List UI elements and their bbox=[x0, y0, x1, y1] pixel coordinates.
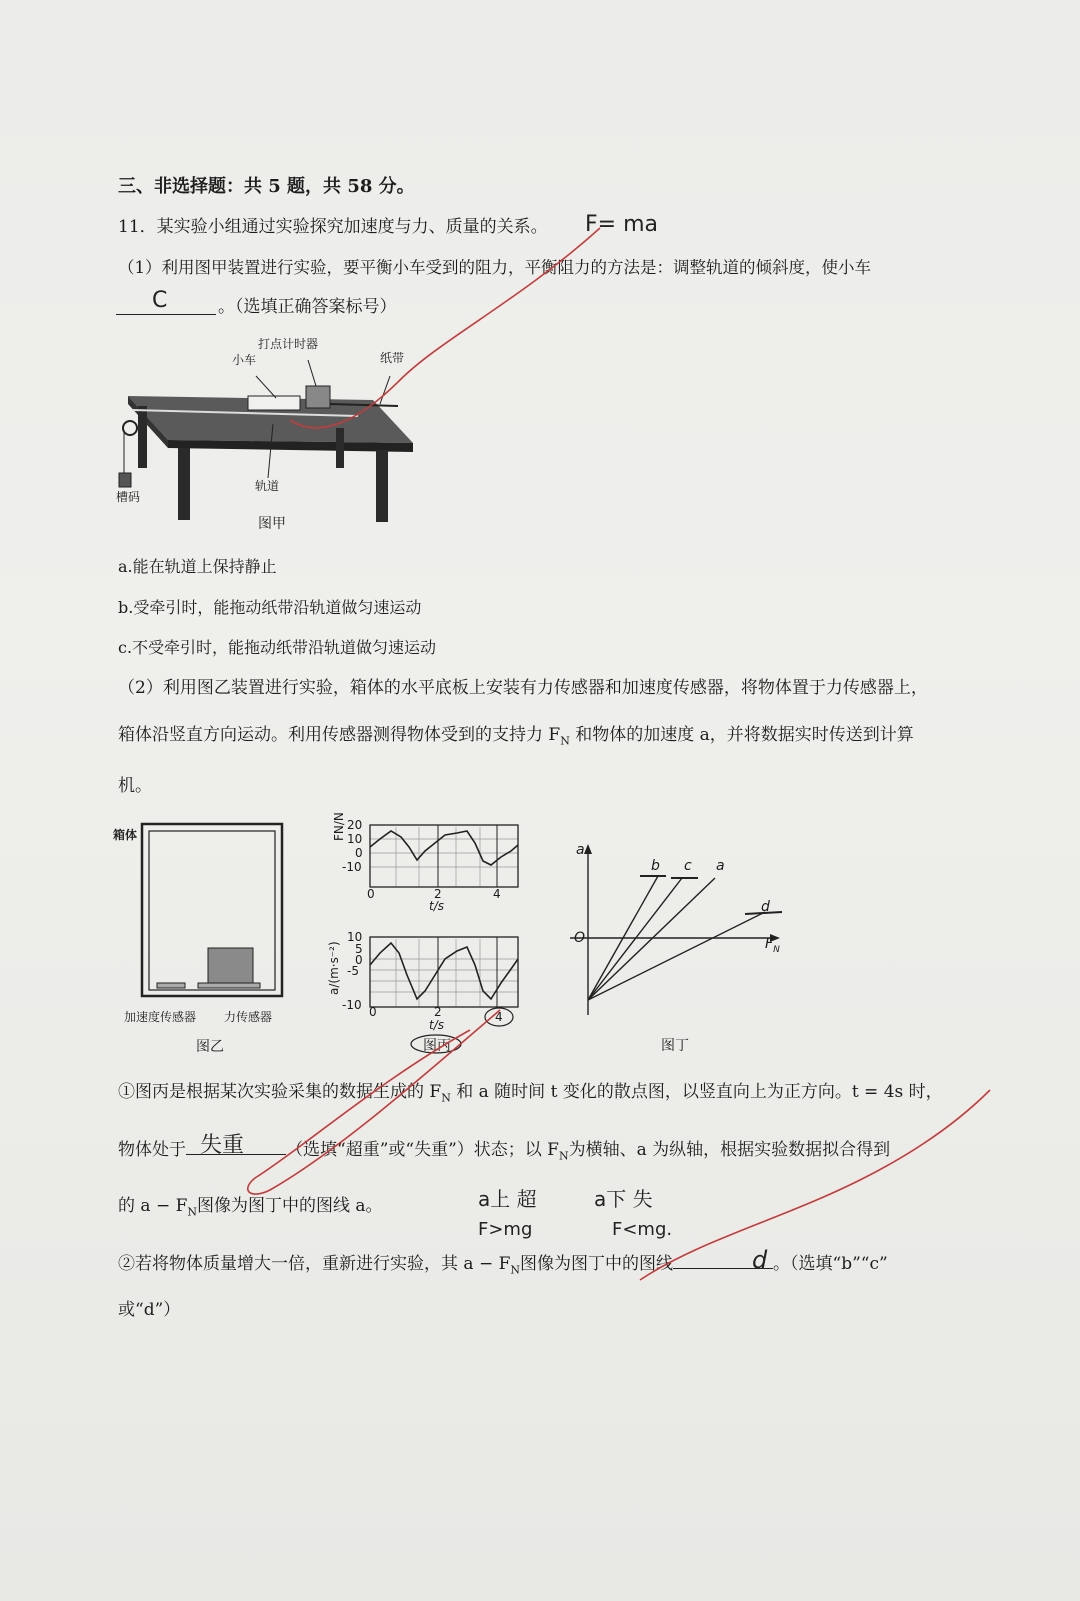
label-acc-sensor: 加速度传感器 bbox=[124, 1010, 197, 1024]
question-11-2-line2: 箱体沿竖直方向运动。利用传感器测得物体受到的支持力 $F_N$ 和物体的加速度 a，并将数据实时传送到计算 bbox=[118, 725, 914, 748]
question-state-line: 物体处于 （选填“超重”或“失重”）状态；以 $F_N$为横轴、a 为纵轴，根据实验数据拟合得到 bbox=[118, 1140, 891, 1163]
ding-line-c: c bbox=[684, 858, 692, 874]
figure-yi-box bbox=[140, 822, 286, 1000]
answer-3-handwritten: d bbox=[752, 1246, 768, 1274]
handwritten-note-f-lt-mg: F<mg. bbox=[612, 1219, 673, 1240]
ding-x-axis: $F_N$ bbox=[765, 936, 780, 955]
bing-bottom-ylabel: a/(m·s⁻²) bbox=[327, 941, 341, 995]
handwritten-note-weightless: a下 失 bbox=[594, 1187, 653, 1211]
answer-2-handwritten: 失重 bbox=[200, 1133, 245, 1158]
bing-bottom-xtick-2: 2 bbox=[434, 1005, 442, 1019]
question-circle1-line: ①图丙是根据某次实验采集的数据生成的 $F_N$ 和 a 随时间 t 变化的散点图，以竖直向上为正方向。t = 4s 时， bbox=[118, 1082, 943, 1105]
question-11-intro: 11．某实验小组通过实验探究加速度与力、质量的关系。 bbox=[118, 217, 548, 237]
option-a: a.能在轨道上保持静止 bbox=[118, 557, 277, 576]
bing-top-xtick-2: 2 bbox=[434, 887, 442, 901]
figure-bing-caption: 图丙 bbox=[423, 1038, 451, 1054]
label-tape: 纸带 bbox=[380, 351, 405, 365]
question-11-1-hint: 。（选填正确答案标号） bbox=[218, 297, 397, 317]
bing-top-ytick-neg10: -10 bbox=[342, 860, 362, 874]
ding-line-d: d bbox=[761, 899, 770, 915]
ding-line-b: b bbox=[651, 858, 660, 874]
option-b: b.受牵引时，能拖动纸带沿轨道做匀速运动 bbox=[118, 598, 422, 617]
label-box: 箱体 bbox=[113, 828, 138, 842]
question-circle2-line: ②若将物体质量增大一倍，重新进行实验，其 $a - F_N$图像为图丁中的图线 。（选填“b”“c” bbox=[118, 1254, 888, 1277]
bing-bottom-ytick-neg10: -10 bbox=[342, 998, 362, 1012]
label-cart: 小车 bbox=[232, 353, 257, 367]
bing-top-ylabel: FN/N bbox=[332, 812, 346, 841]
question-11-1-prompt: （1）利用图甲装置进行实验，要平衡小车受到的阻力，平衡阻力的方法是：调整轨道的倾斜度，使小车 bbox=[118, 258, 871, 277]
figure-jia-caption: 图甲 bbox=[258, 516, 286, 532]
section-title: 三、非选择题：共 5 题，共 58 分。 bbox=[118, 176, 415, 197]
bing-top-ytick-10: 10 bbox=[347, 832, 363, 846]
handwritten-note-overweight: a上 超 bbox=[478, 1187, 537, 1211]
answer-blank-1 bbox=[116, 314, 216, 315]
question-fit-line: 的 $a - F_N$图像为图丁中的图线 a。 bbox=[118, 1196, 383, 1219]
ding-origin: O bbox=[574, 930, 586, 946]
handwritten-note-f-gt-mg: F>mg bbox=[478, 1219, 533, 1240]
label-track: 轨道 bbox=[255, 479, 280, 493]
question-11-2-line1: （2）利用图乙装置进行实验，箱体的水平底板上安装有力传感器和加速度传感器，将物体置于力传感器上， bbox=[118, 678, 928, 698]
bing-top-xtick-4: 4 bbox=[493, 887, 501, 901]
ding-y-axis: a bbox=[576, 842, 585, 858]
bing-top-ytick-0: 0 bbox=[355, 846, 363, 860]
ding-line-a: a bbox=[716, 858, 725, 874]
bing-bottom-ytick-5: 5 bbox=[355, 942, 363, 956]
bing-bottom-ytick-0: 0 bbox=[355, 953, 363, 967]
figure-ding-caption: 图丁 bbox=[661, 1038, 689, 1054]
question-circle2-options-end: 或“d”） bbox=[118, 1300, 181, 1320]
handwritten-note-formula: F= ma bbox=[585, 212, 658, 237]
figure-yi-caption: 图乙 bbox=[196, 1039, 224, 1055]
bing-bottom-ytick-neg5: -5 bbox=[347, 964, 359, 978]
bing-top-xtick-0: 0 bbox=[367, 887, 375, 901]
bing-bottom-xtick-0: 0 bbox=[369, 1005, 377, 1019]
bing-bottom-xtick-4: 4 bbox=[495, 1010, 503, 1024]
label-timer: 打点计时器 bbox=[258, 337, 319, 351]
bing-top-ytick-20: 20 bbox=[347, 818, 363, 832]
label-force-sensor: 力传感器 bbox=[224, 1010, 273, 1024]
bing-bottom-xlabel: t/s bbox=[429, 1018, 444, 1032]
option-c: c.不受牵引时，能拖动纸带沿轨道做匀速运动 bbox=[118, 638, 437, 657]
question-11-2-line3: 机。 bbox=[118, 776, 152, 796]
bing-bottom-ytick-10: 10 bbox=[347, 930, 363, 944]
answer-1-handwritten: C bbox=[152, 288, 168, 313]
label-weight: 槽码 bbox=[116, 490, 141, 504]
bing-top-xlabel: t/s bbox=[429, 899, 444, 913]
